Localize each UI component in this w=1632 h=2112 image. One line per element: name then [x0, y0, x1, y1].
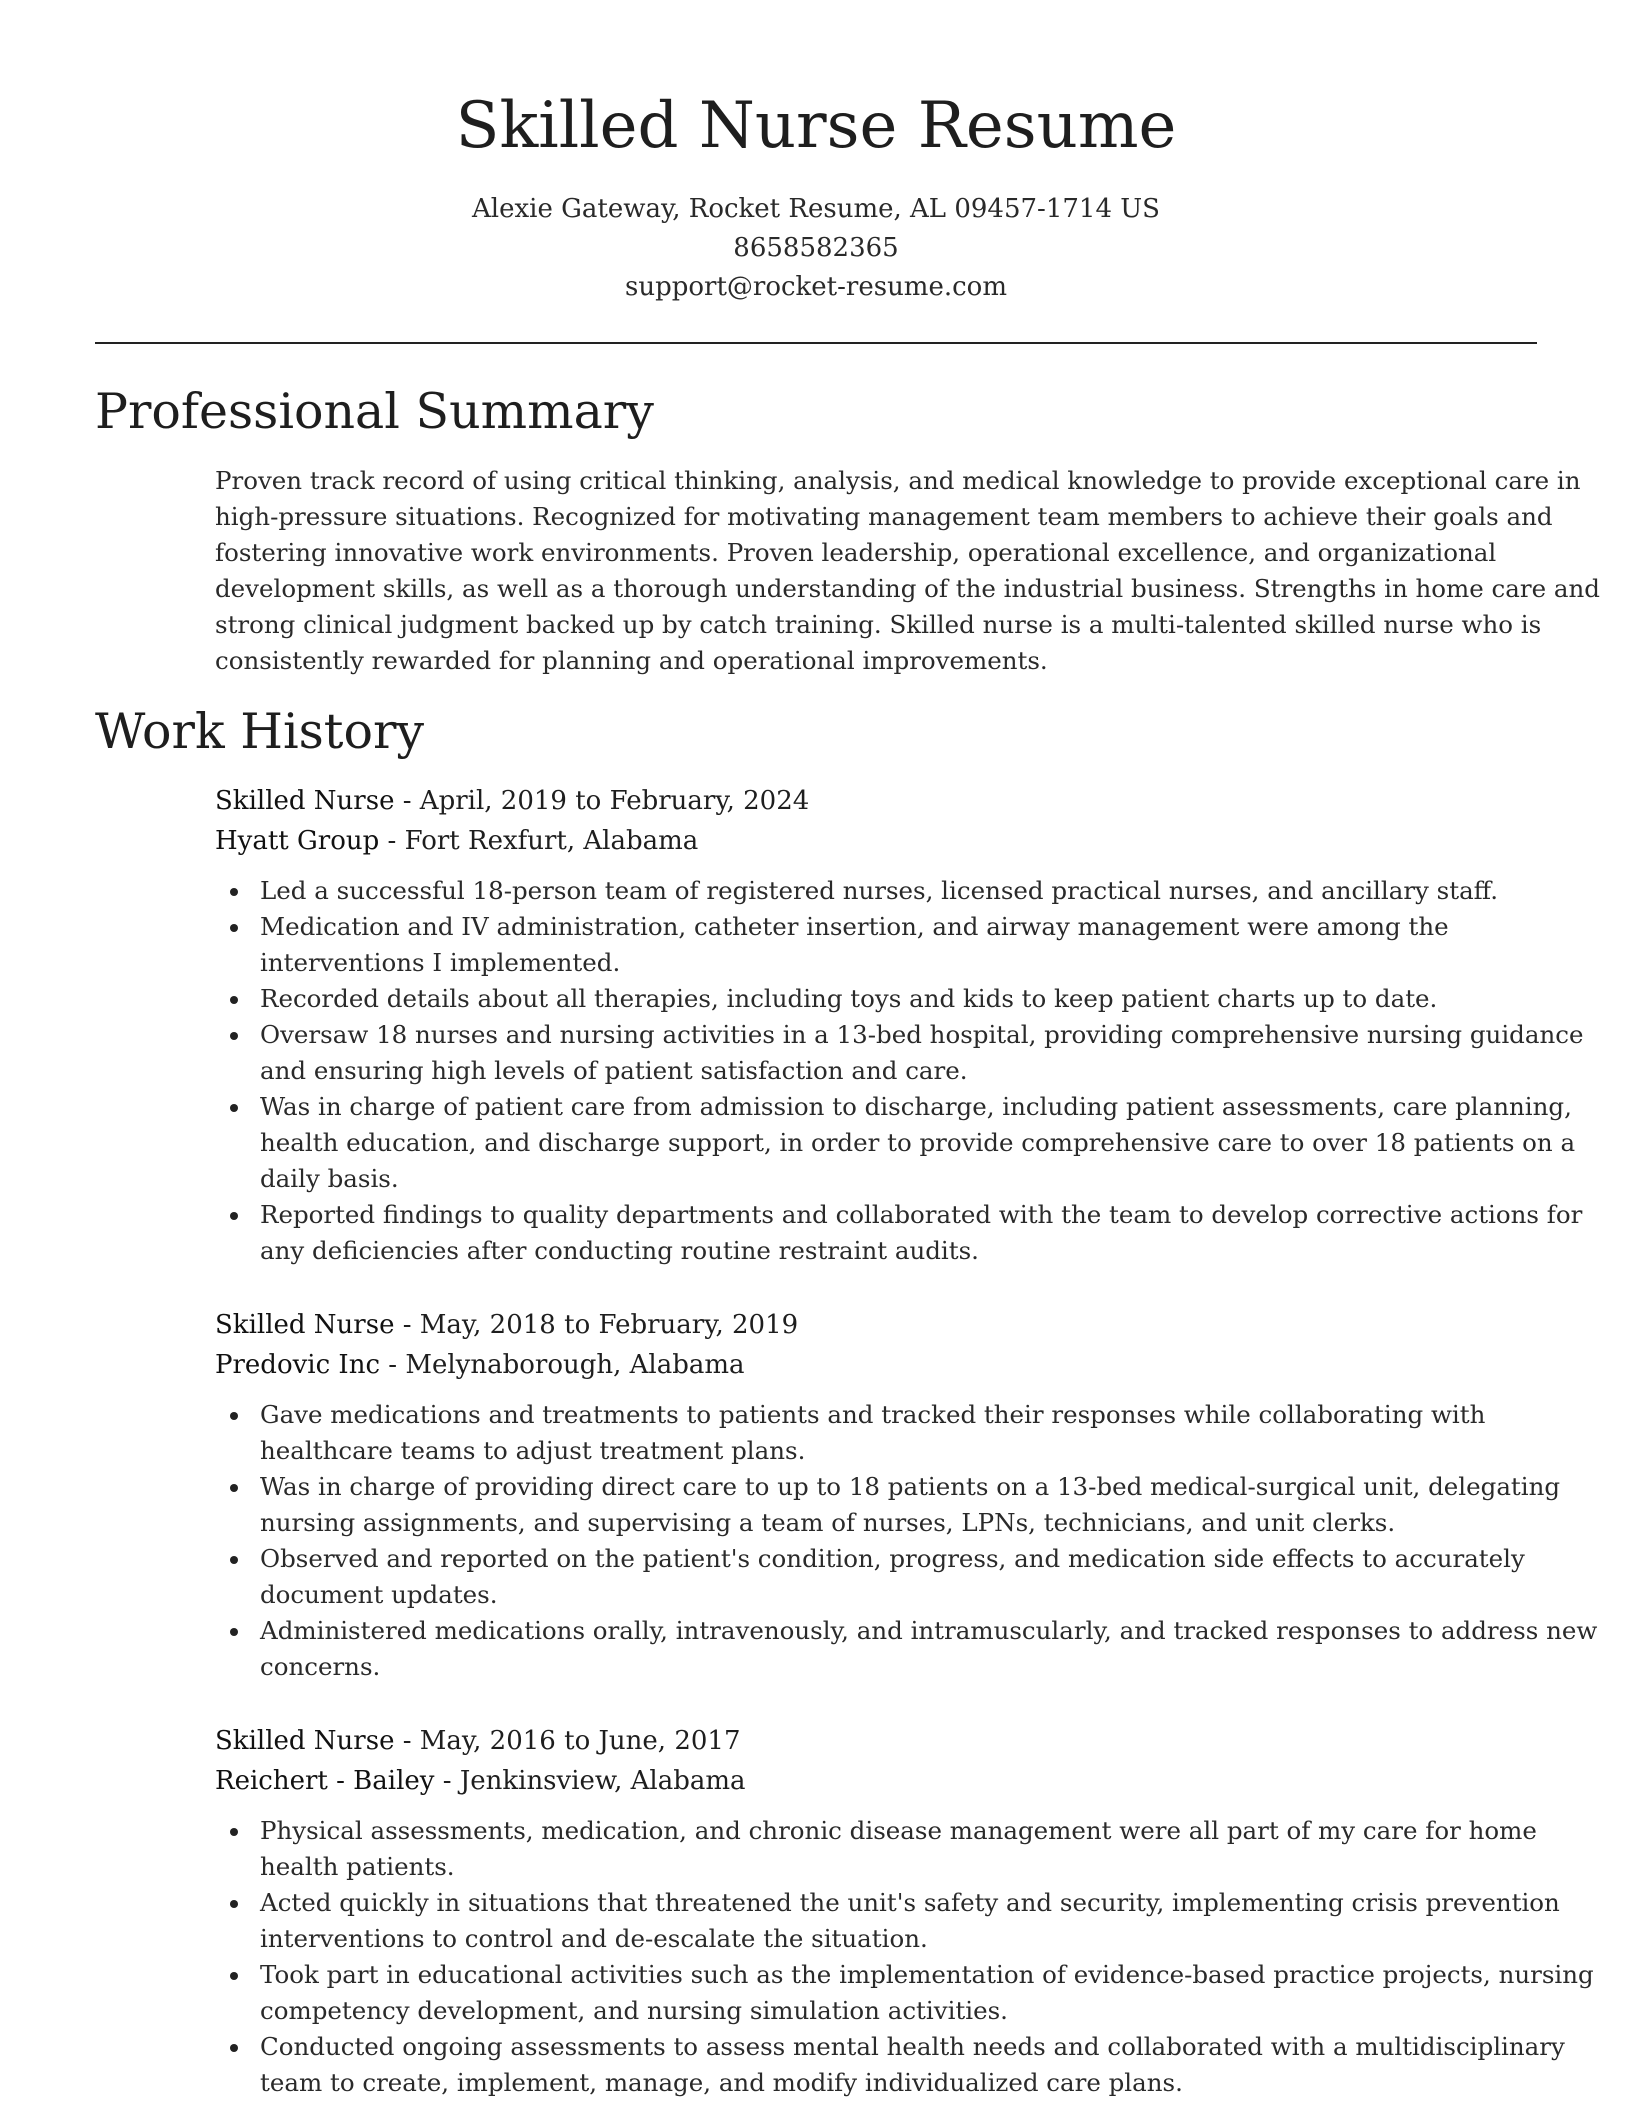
- summary-line: consistently rewarded for planning and operational improvements.: [215, 646, 1048, 675]
- job-bullets: [215, 1813, 1594, 2101]
- job-bullet: [215, 873, 1545, 909]
- job-company-line: Predovic Inc - Melynaborough, Alabama: [215, 1350, 745, 1380]
- job-bullet: [215, 1885, 1560, 1957]
- job-dates: April, 2019 to February, 2024: [419, 786, 810, 816]
- contact-email: support@rocket-resume.com: [624, 272, 1007, 302]
- job-entry: [215, 1305, 1598, 1685]
- job-company: Reichert - Bailey: [215, 1766, 435, 1796]
- job-bullet: [215, 981, 1545, 1017]
- contact-phone: 8658582365: [733, 233, 899, 263]
- job-title: Skilled Nurse: [215, 786, 395, 816]
- job-bullet: [215, 1957, 1594, 2029]
- resume-title: Skilled Nurse Resume: [455, 89, 1177, 163]
- bullet-line: document updates.: [260, 1580, 498, 1609]
- job-bullet: [215, 909, 1545, 981]
- summary-heading: Professional Summary: [95, 383, 654, 440]
- job-bullet: [215, 1089, 1576, 1197]
- summary-line: strong clinical judgment backed up by catch training. Skilled nurse is a multi-talented skilled nurse who is: [215, 610, 1542, 639]
- bullet-line: nursing assignments, and supervising a team of nurses, LPNs, technicians, and unit clerks.: [260, 1508, 1396, 1537]
- bullet-line: Administered medications orally, intravenously, and intramuscularly, and tracked responses to address new: [260, 1616, 1598, 1645]
- job-bullet: [215, 1017, 1584, 1089]
- job-company: Predovic Inc: [215, 1350, 381, 1380]
- job-location: Fort Rexfurt, Alabama: [404, 826, 699, 856]
- job-bullet: [215, 2029, 1565, 2101]
- job-bullets: [215, 1397, 1598, 1685]
- job-bullet: [215, 1813, 1545, 1885]
- job-entry: [215, 1721, 1594, 2101]
- bullet-line: Gave medications and treatments to patients and tracked their responses while collaborating with: [260, 1400, 1486, 1429]
- bullet-line: Took part in educational activities such as the implementation of evidence-based practice projects, nursing: [260, 1960, 1594, 1989]
- job-location: Melynaborough, Alabama: [405, 1350, 745, 1380]
- job-bullets: [215, 873, 1584, 1269]
- job-entry: [215, 781, 1584, 1269]
- bullet-line: Observed and reported on the patient's condition, progress, and medication side effects to accurately: [260, 1544, 1525, 1573]
- work-history-heading: Work History: [95, 703, 425, 760]
- summary-line: high-pressure situations. Recognized for motivating management team members to achieve their goals and: [215, 502, 1553, 531]
- job-company: Hyatt Group: [215, 826, 380, 856]
- bullet-line: health education, and discharge support, in order to provide comprehensive care to over 18 patients on a: [260, 1128, 1576, 1157]
- summary-text: [215, 463, 1600, 679]
- bullet-line: Physical assessments, medication, and chronic disease management were all part of my care for home: [260, 1816, 1537, 1845]
- header-divider: [95, 342, 1537, 344]
- job-dates: May, 2016 to June, 2017: [419, 1726, 741, 1756]
- job-dates: May, 2018 to February, 2019: [419, 1310, 799, 1340]
- bullet-line: health patients.: [260, 1852, 455, 1881]
- bullet-line: Reported findings to quality departments and collaborated with the team to develop corrective actions for: [260, 1200, 1583, 1229]
- bullet-line: competency development, and nursing simulation activities.: [260, 1996, 1008, 2025]
- bullet-line: Was in charge of patient care from admission to discharge, including patient assessments, care planning,: [260, 1092, 1572, 1121]
- job-location: Jenkinsview, Alabama: [459, 1766, 746, 1796]
- bullet-line: daily basis.: [260, 1164, 399, 1193]
- bullet-line: Medication and IV administration, catheter insertion, and airway management were among the: [260, 912, 1449, 941]
- job-title-line: Skilled Nurse - April, 2019 to February, 2024: [215, 786, 810, 816]
- job-bullet: [215, 1197, 1583, 1269]
- contact-block: [0, 190, 1632, 307]
- bullet-line: concerns.: [260, 1652, 381, 1681]
- bullet-line: interventions I implemented.: [260, 948, 621, 977]
- summary-line: Proven track record of using critical thinking, analysis, and medical knowledge to provide exceptional care in: [215, 466, 1581, 495]
- bullet-line: Led a successful 18-person team of registered nurses, licensed practical nurses, and ancillary staff.: [260, 876, 1499, 905]
- job-title: Skilled Nurse: [215, 1726, 395, 1756]
- bullet-line: and ensuring high levels of patient satisfaction and care.: [260, 1056, 968, 1085]
- bullet-line: healthcare teams to adjust treatment plans.: [260, 1436, 806, 1465]
- summary-line: development skills, as well as a thorough understanding of the industrial business. Strengths in home care and: [215, 574, 1600, 603]
- bullet-line: Was in charge of providing direct care to up to 18 patients on a 13-bed medical-surgical unit, delegating: [260, 1472, 1561, 1501]
- summary-line: fostering innovative work environments. Proven leadership, operational excellence, and organizational: [215, 538, 1497, 567]
- job-bullet: [215, 1613, 1598, 1685]
- job-title-line: Skilled Nurse - May, 2016 to June, 2017: [215, 1726, 741, 1756]
- bullet-line: team to create, implement, manage, and modify individualized care plans.: [260, 2068, 1183, 2097]
- contact-address: Alexie Gateway, Rocket Resume, AL 09457-1714 US: [472, 194, 1160, 224]
- job-bullet: [215, 1469, 1561, 1541]
- bullet-line: Recorded details about all therapies, including toys and kids to keep patient charts up to date.: [260, 984, 1438, 1013]
- job-title-line: Skilled Nurse - May, 2018 to February, 2019: [215, 1310, 799, 1340]
- bullet-line: Acted quickly in situations that threatened the unit's safety and security, implementing crisis prevention: [260, 1888, 1560, 1917]
- bullet-line: Oversaw 18 nurses and nursing activities in a 13-bed hospital, providing comprehensive nursing guidance: [260, 1020, 1584, 1049]
- job-company-line: Reichert - Bailey - Jenkinsview, Alabama: [215, 1766, 746, 1796]
- job-title: Skilled Nurse: [215, 1310, 395, 1340]
- job-company-line: Hyatt Group - Fort Rexfurt, Alabama: [215, 826, 699, 856]
- bullet-line: Conducted ongoing assessments to assess mental health needs and collaborated with a multidisciplinary: [260, 2032, 1565, 2061]
- bullet-line: any deficiencies after conducting routine restraint audits.: [260, 1236, 979, 1265]
- job-bullet: [215, 1397, 1545, 1469]
- bullet-line: interventions to control and de-escalate the situation.: [260, 1924, 928, 1953]
- job-bullet: [215, 1541, 1545, 1613]
